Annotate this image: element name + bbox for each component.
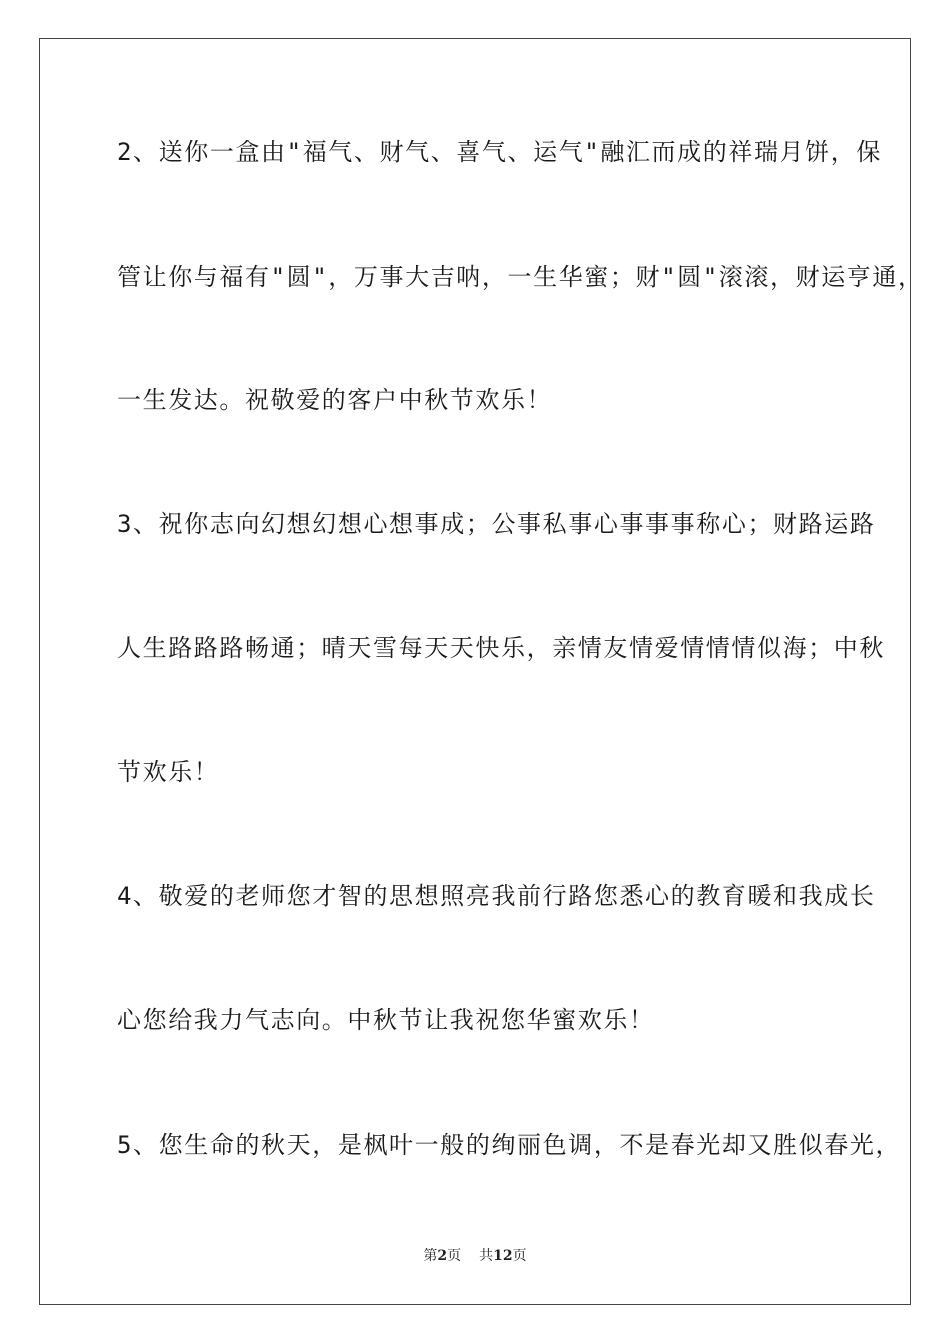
- text-line-6: 节欢乐！: [117, 758, 220, 786]
- text-line-2: 管让你与福有"圆"，万事大吉呐，一生华蜜；财"圆"滚滚，财运亨通，: [117, 263, 924, 291]
- page-frame: [39, 38, 924, 1305]
- page-number: 2: [437, 1248, 448, 1264]
- text-line-1: 2、送你一盒由"福气、财气、喜气、运气"融汇而成的祥瑞月饼，保: [117, 138, 882, 166]
- total-pages: 12: [493, 1248, 513, 1264]
- page-footer: [0, 1247, 950, 1265]
- page-prefix: 第: [423, 1248, 438, 1264]
- text-line-9: 5、您生命的秋天，是枫叶一般的绚丽色调，不是春光却又胜似春光，: [117, 1131, 902, 1159]
- text-line-8: 心您给我力气志向。中秋节让我祝您华蜜欢乐！: [117, 1006, 655, 1034]
- text-line-5: 人生路路路畅通；晴天雪每天天快乐，亲情友情爱情情情似海；中秋: [117, 634, 885, 662]
- text-line-4: 3、祝你志向幻想幻想心想事成；公事私事心事事事称心；财路运路: [117, 510, 876, 538]
- text-line-3: 一生发达。祝敬爱的客户中秋节欢乐！: [117, 386, 553, 414]
- text-line-7: 4、敬爱的老师您才智的思想照亮我前行路您悉心的教育暖和我成长: [117, 882, 876, 910]
- total-prefix: 共: [479, 1248, 494, 1264]
- total-suffix: 页: [512, 1248, 527, 1264]
- page-suffix: 页: [447, 1248, 462, 1264]
